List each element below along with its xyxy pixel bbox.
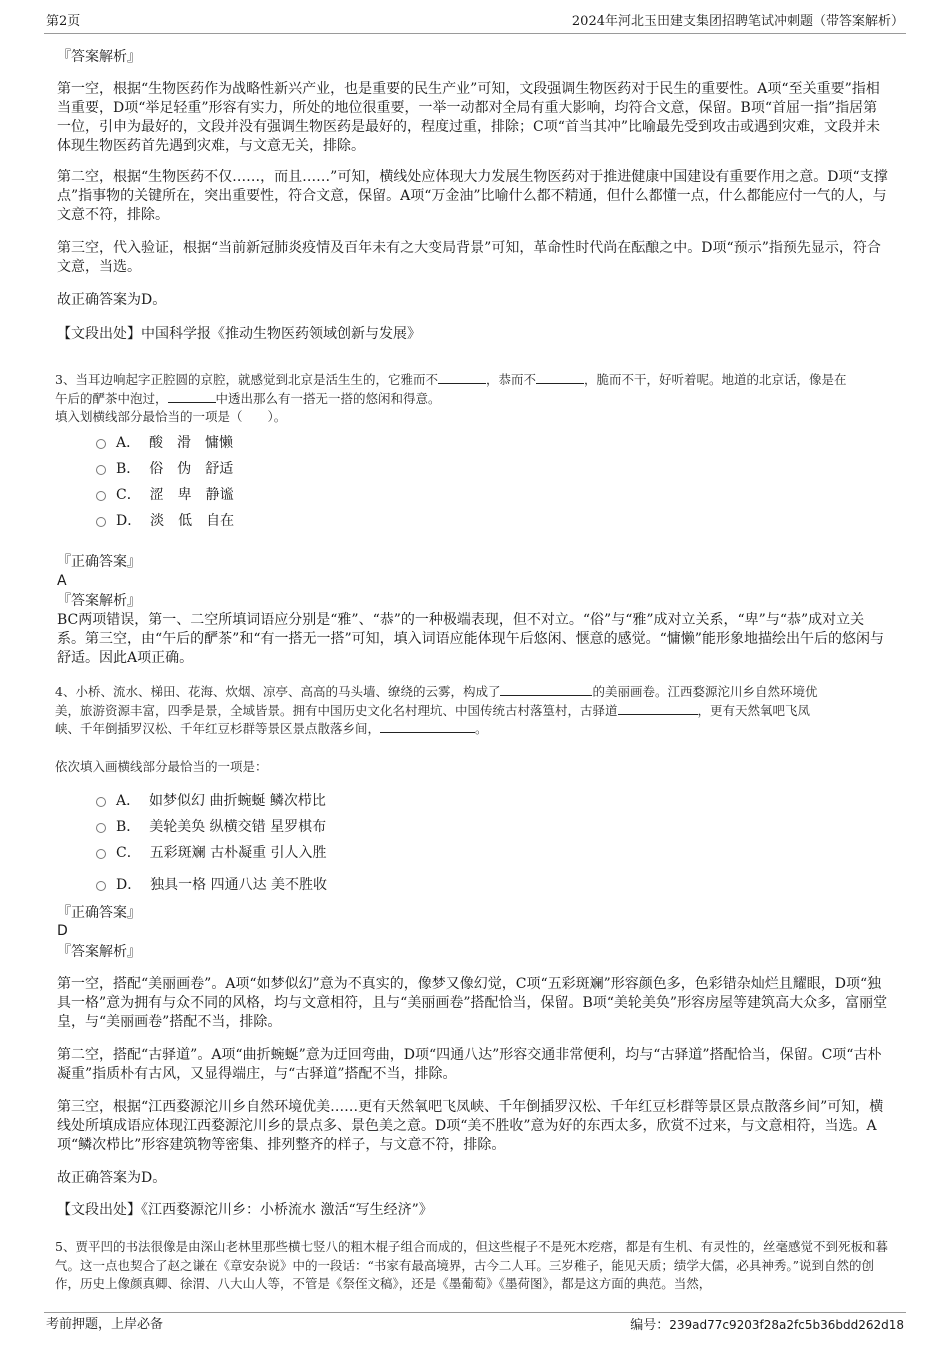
question-3-analysis-label: 『答案解析』 bbox=[57, 593, 141, 609]
radio-icon[interactable] bbox=[96, 439, 106, 449]
question-4-analysis-para-1: 第一空，搭配“美丽画卷”。A项“如梦似幻”意为不真实的，像梦又像幻觉，C项“五彩斑斓”形容颜色多，色彩错杂灿烂且耀眼，D项“独具一格”意为拥有与众不同的风格，均与文意相符，且与“美丽画卷”搭配恰当，保留。B项“美轮美奂”形容房屋等建筑高大众多，富丽堂皇，与“美丽画卷”搭配不当，排除。 bbox=[57, 976, 888, 1030]
question-4-option-a[interactable]: A． 如梦似幻 曲折蜿蜒 鳞次栉比 bbox=[96, 792, 326, 810]
radio-icon[interactable] bbox=[96, 517, 106, 527]
radio-icon[interactable] bbox=[96, 465, 106, 475]
question-3-option-b[interactable]: B． 俗 伪 舒适 bbox=[96, 460, 233, 478]
page-number: 第2页 bbox=[46, 14, 81, 29]
question-4-analysis-para-2: 第二空，搭配“古驿道”。A项“曲折蜿蜒”意为迂回弯曲，D项“四通八达”形容交通非常便利，均与“古驿道”搭配恰当，保留。C项“古朴凝重”指质朴有古风，又显得端庄，与“古驿道”搭配不当，排除。 bbox=[57, 1047, 882, 1082]
prev-source: 【文段出处】中国科学报《推动生物医药领域创新与发展》 bbox=[57, 326, 421, 342]
question-3-answer-label: 『正确答案』 bbox=[57, 554, 141, 570]
question-3-answer: A bbox=[57, 573, 67, 589]
radio-icon[interactable] bbox=[96, 491, 106, 501]
question-3-option-d[interactable]: D． 淡 低 自在 bbox=[96, 512, 234, 530]
question-4-option-c[interactable]: C． 五彩斑斓 古朴凝重 引人入胜 bbox=[96, 844, 327, 862]
question-3-option-a[interactable]: A． 酸 滑 慵懒 bbox=[96, 434, 233, 452]
question-4-instruction: 依次填入画横线部分最恰当的一项是： bbox=[55, 759, 268, 774]
question-4-stem: 4、小桥、流水、梯田、花海、炊烟、凉亭、高高的马头墙、缭绕的云雾，构成了 的美丽画卷。江西婺源沱川乡自然环境优 美，旅游资源丰富，四季是景，全域皆景。拥有中国历史文化名村理坑、中国传统古村落篁村，古驿道 ，更有天然氧吧飞凤 峡、千年倒插罗汉松、千年红豆杉群等景区景点散落乡间， 。 bbox=[55, 684, 818, 736]
footer-slogan: 考前押题，上岸必备 bbox=[46, 1317, 164, 1332]
question-4-analysis-para-3: 第三空，根据“江西婺源沱川乡自然环境优美……更有天然氧吧飞凤峡、千年倒插罗汉松、千年红豆杉群等景区景点散落乡间”可知，横线处所填成语应体现江西婺源沱川乡的景点多、景色美之意。D项“美不胜收”意为好的东西太多，欣赏不过来，与文意相符，当选。A项“鳞次栉比”形容建筑物等密集、排列整齐的样子，与文意不符，排除。 bbox=[57, 1099, 884, 1153]
blank bbox=[168, 390, 216, 403]
document-title: 2024年河北玉田建支集团招聘笔试冲刺题（带答案解析） bbox=[571, 14, 904, 29]
question-5-stem: 5、贾平凹的书法很像是由深山老林里那些横七竖八的粗木棍子组合而成的，但这些棍子不是死木疙瘩，都是有生机、有灵性的，丝毫感觉不到死板和暮气。这一点也契合了赵之谦在《章安杂说》中的一段话：“书家有最高境界，古今二人耳。三岁稚子，能见天质；绩学大儒，必具神秀。”说到自然的创作，历史上像颜真卿、徐渭、八大山人等，不管是《祭侄文稿》，还是《墨葡萄》《墨荷图》，都是这方面的典范。当然， bbox=[55, 1239, 888, 1291]
blank bbox=[438, 371, 486, 384]
question-3-option-c[interactable]: C． 涩 卑 静谧 bbox=[96, 486, 234, 504]
radio-icon[interactable] bbox=[96, 823, 106, 833]
blank bbox=[380, 720, 475, 733]
question-4-answer-summary: 故正确答案为D。 bbox=[57, 1170, 167, 1186]
blank bbox=[618, 702, 698, 715]
question-4-option-b[interactable]: B． 美轮美奂 纵横交错 星罗棋布 bbox=[96, 818, 326, 836]
prev-analysis-para-1: 第一空，根据“生物医药作为战略性新兴产业，也是重要的民生产业”可知，文段强调生物医药对于民生的重要性。A项“至关重要”指相当重要，D项“举足轻重”形容有实力，所处的地位很重要，一举一动都对全局有重大影响，均符合文意，保留。B项“首屈一指”指居第一位，引申为最好的，文段并没有强调生物医药是最好的，程度过重，排除；C项“首当其冲”比喻最先受到攻击或遇到灾难，文段并未体现生物医药首先遇到灾难，与文意无关，排除。 bbox=[57, 81, 881, 154]
blank bbox=[536, 371, 584, 384]
question-3-analysis: BC两项错误，第一、二空所填词语应分别是“雅”、“恭”的一种极端表现，但不对立。“俗”与“雅”成对立关系，“卑”与“恭”成对立关系。第三空，由“午后的酽茶”和“有一搭无一搭”可知，填入词语应能体现午后悠闲、惬意的感觉。“慵懒”能形象地描绘出午后的悠闲与舒适。因此A项正确。 bbox=[57, 612, 884, 666]
prev-analysis-para-3: 第三空，代入验证，根据“当前新冠肺炎疫情及百年未有之大变局背景”可知，革命性时代尚在酝酿之中。D项“预示”指预先显示，符合文意，当选。 bbox=[57, 240, 881, 275]
radio-icon[interactable] bbox=[96, 849, 106, 859]
question-4-answer-label: 『正确答案』 bbox=[57, 905, 141, 921]
prev-analysis-label: 『答案解析』 bbox=[57, 49, 141, 65]
page-header bbox=[44, 13, 906, 34]
question-4-answer: D bbox=[57, 923, 68, 939]
question-3-instruction: 填入划横线部分最恰当的一项是（ ）。 bbox=[55, 409, 287, 424]
blank bbox=[500, 683, 592, 696]
prev-answer-summary: 故正确答案为D。 bbox=[57, 292, 167, 308]
page-footer bbox=[44, 1312, 906, 1333]
prev-analysis-para-2: 第二空，根据“生物医药不仅……，而且……”可知，横线处应体现大力发展生物医药对于推进健康中国建设有重要作用之意。D项“支撑点”指事物的关键所在，突出重要性，符合文意，保留。A项“万金油”比喻什么都不精通，但什么都懂一点，什么都能应付一气的人，与文意不符，排除。 bbox=[57, 169, 888, 223]
radio-icon[interactable] bbox=[96, 797, 106, 807]
document-code: 编号：239ad77c9203f28a2fc5b36bdd262d18 bbox=[630, 1318, 904, 1333]
question-4-source: 【文段出处】《江西婺源沱川乡：小桥流水 激活“写生经济”》 bbox=[57, 1202, 433, 1218]
radio-icon[interactable] bbox=[96, 881, 106, 891]
question-4-analysis-label: 『答案解析』 bbox=[57, 944, 141, 960]
question-4-option-d[interactable]: D． 独具一格 四通八达 美不胜收 bbox=[96, 876, 327, 894]
question-3-stem: 3、当耳边响起字正腔圆的京腔，就感觉到北京是活生生的，它雅而不 ，恭而不 ，脆而不干，好听着呢。地道的北京话，像是在 午后的酽茶中泡过， 中透出那么有一搭无一搭的悠闲和得意。 填入划横线部分最恰当的一项是（ ）。 bbox=[55, 372, 847, 424]
